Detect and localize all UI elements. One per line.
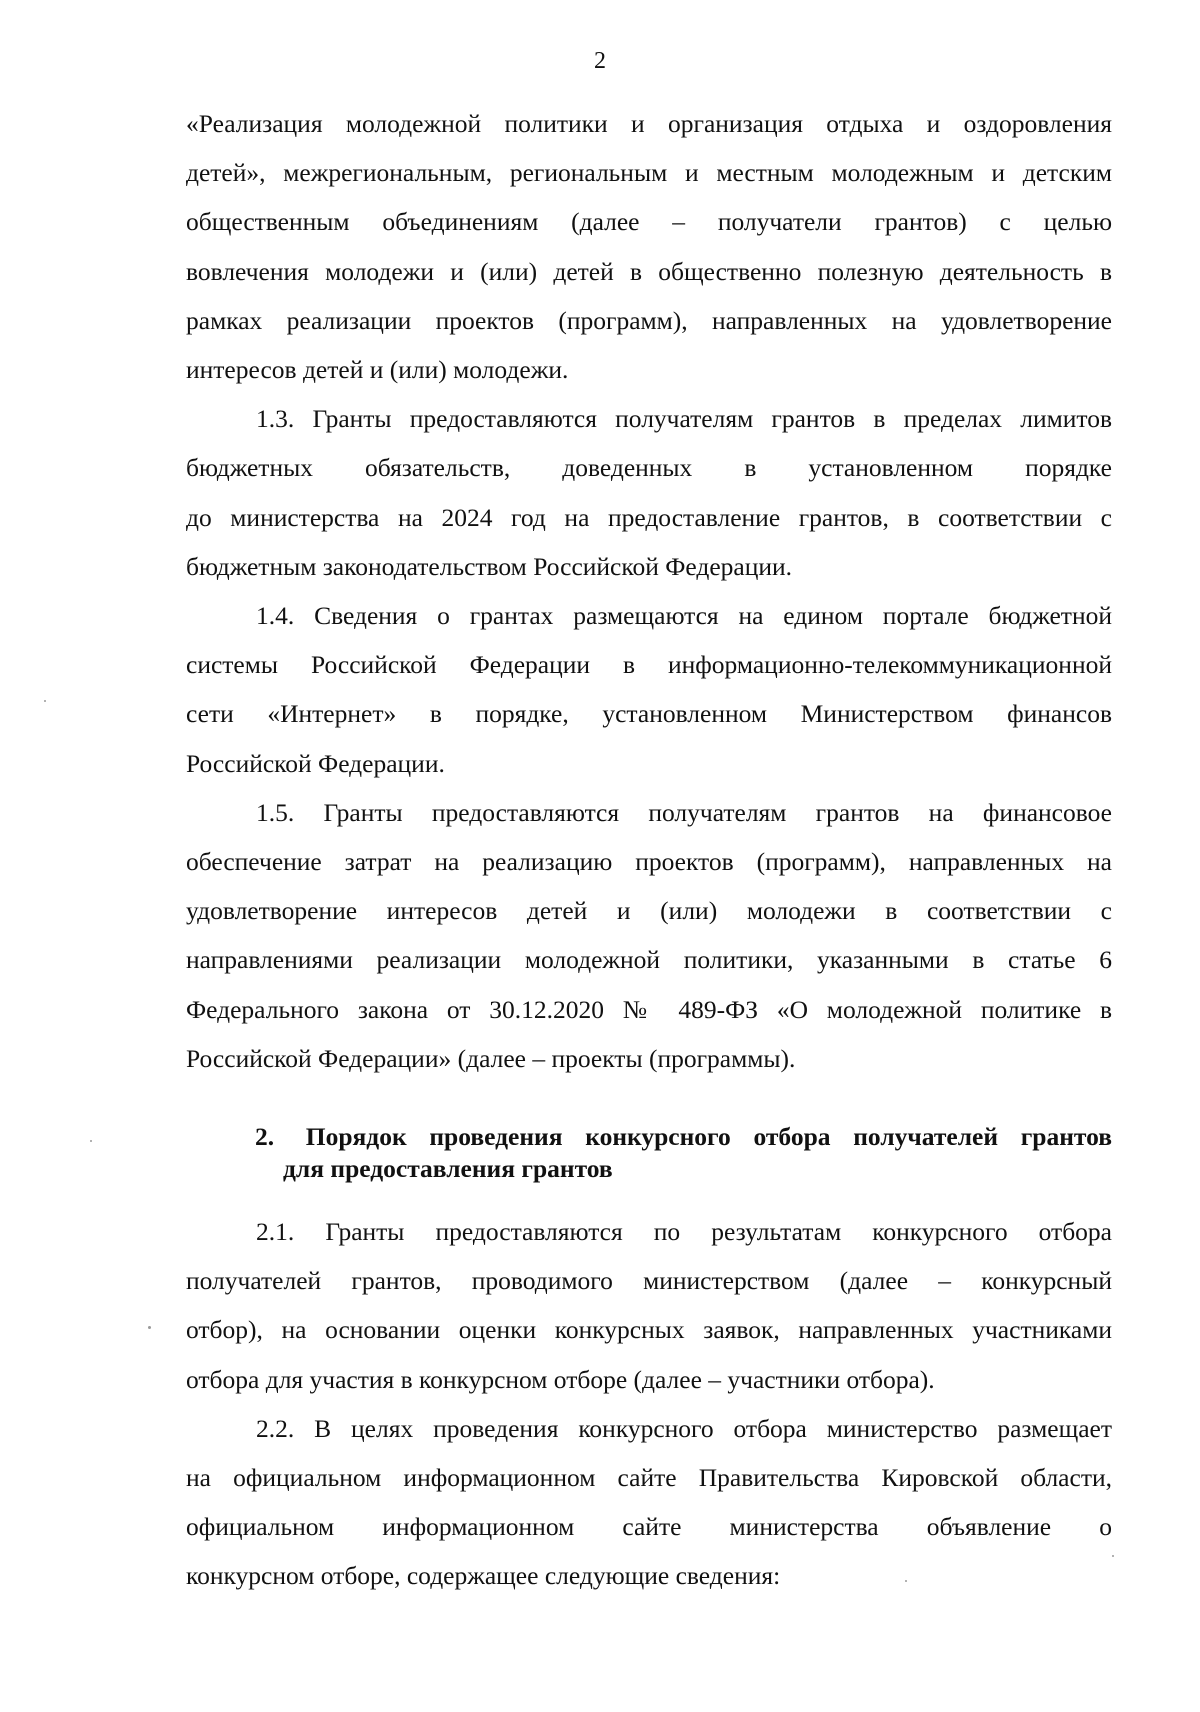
text-line: получателей грантов, проводимого министерством (далее – конкурсный (186, 1266, 1112, 1296)
paragraph-1-4 (186, 591, 1112, 788)
text-line: на официальном информационном сайте Правительства Кировской области, (186, 1463, 1112, 1493)
text-line: удовлетворение интересов детей и (или) молодежи в соответствии с (186, 896, 1112, 926)
scan-speck (90, 1140, 92, 1142)
text-line: Российской Федерации. (186, 748, 445, 778)
paragraph-1-3 (186, 394, 1112, 591)
section-number: 2. (255, 1122, 275, 1152)
paragraph-intro (186, 99, 1112, 394)
page-number: 2 (594, 48, 606, 74)
text-line: 1.4. Сведения о грантах размещаются на едином портале бюджетной (256, 601, 1112, 631)
scan-speck (44, 700, 46, 702)
text-line: конкурсном отборе, содержащее следующие сведения: (186, 1561, 781, 1591)
paragraph-1-5 (186, 788, 1112, 1083)
text-line: 1.3. Гранты предоставляются получателям грантов в пределах лимитов (256, 404, 1112, 434)
scan-speck (148, 1326, 151, 1329)
text-line: Федерального закона от 30.12.2020 № 489-ФЗ «О молодежной политике в (186, 994, 1112, 1024)
text-line: общественным объединениям (далее – получатели грантов) с целью (186, 207, 1112, 237)
scan-speck (1112, 1555, 1114, 1557)
text-line: направлениями реализации молодежной политики, указанными в статье 6 (186, 945, 1112, 975)
text-line: системы Российской Федерации в информационно-телекоммуникационной (186, 650, 1112, 680)
text-line: 2.1. Гранты предоставляются по результатам конкурсного отбора (256, 1217, 1112, 1247)
paragraph-2-1 (186, 1207, 1112, 1404)
text-line: 1.5. Гранты предоставляются получателям грантов на финансовое (256, 797, 1112, 827)
text-line: детей», межрегиональным, региональным и местным молодежным и детским (186, 158, 1112, 188)
text-line: «Реализация молодежной политики и организация отдыха и оздоровления (186, 109, 1112, 138)
text-line: 2.2. В целях проведения конкурсного отбора министерство размещает (256, 1413, 1112, 1443)
text-line: отбор), на основании оценки конкурсных заявок, направленных участниками (186, 1315, 1112, 1345)
section-heading (186, 1121, 1112, 1185)
text-line: вовлечения молодежи и (или) детей в общественно полезную деятельность в (186, 256, 1112, 286)
text-line: официальном информационном сайте министерства объявление о (186, 1512, 1112, 1542)
text-line: Российской Федерации» (далее – проекты (программы). (186, 1043, 796, 1073)
text-line: бюджетных обязательств, доведенных в установленном порядке (186, 453, 1112, 483)
scan-speck (905, 1580, 907, 1582)
text-line: до министерства на 2024 год на предоставление грантов, в соответствии с (186, 502, 1112, 532)
text-line: рамках реализации проектов (программ), направленных на удовлетворение (186, 305, 1112, 335)
text-line: обеспечение затрат на реализацию проектов (программ), направленных на (186, 847, 1112, 877)
text-line: интересов детей и (или) молодежи. (186, 355, 569, 385)
document-body (186, 99, 1112, 1601)
section-title-text: для предоставления грантов (283, 1154, 613, 1184)
text-line: сети «Интернет» в порядке, установленном Министерством финансов (186, 699, 1112, 729)
section-heading-line (255, 1121, 1112, 1153)
paragraph-2-2 (186, 1404, 1112, 1601)
text-line: отбора для участия в конкурсном отборе (далее – участники отбора). (186, 1364, 935, 1394)
section-title-text: Порядок проведения конкурсного отбора получателей грантов (305, 1122, 1113, 1152)
text-line: бюджетным законодательством Российской Федерации. (186, 551, 793, 581)
